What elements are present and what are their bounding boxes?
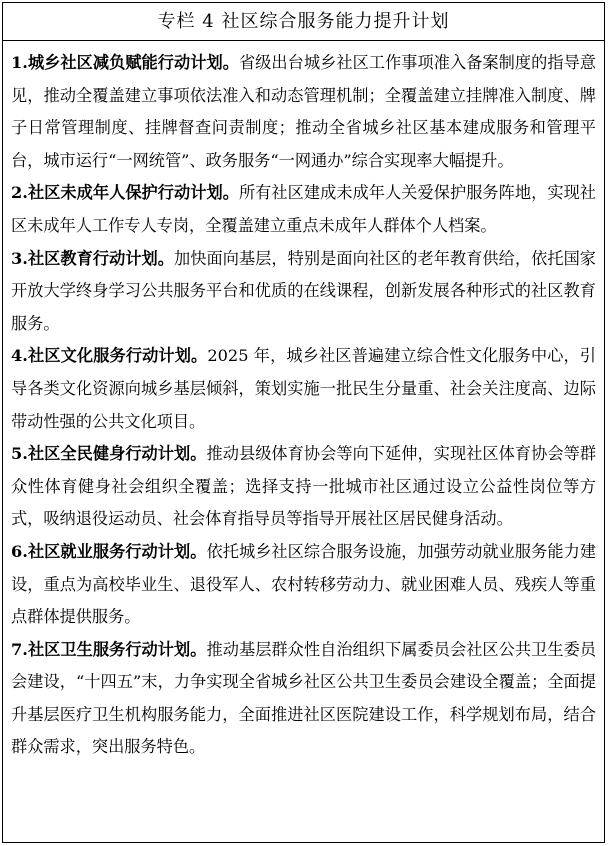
box-content	[3, 41, 604, 764]
plan-item-heading: 2.社区未成年人保护行动计划。	[11, 183, 239, 203]
plan-item-heading: 4.社区文化服务行动计划。	[11, 346, 208, 366]
plan-item-body: 2025 年，城乡社区普遍建立综合性文化服务中心，引导各类文化资源向城乡基层倾斜，策划实施一批民生分量重、社会关注度高、边际带动性强的公共文化项目。	[11, 346, 596, 431]
plan-item-body: 所有社区建成未成年人关爱保护服务阵地，实现社区未成年人工作专人专岗，全覆盖建立重点未成年人群体个人档案。	[11, 183, 596, 235]
plan-item-body: 加快面向基层，特别是面向社区的老年教育供给，依托国家开放大学终身学习公共服务平台和优质的在线课程，创新发展各种形式的社区教育服务。	[11, 248, 596, 333]
plan-item-1	[11, 47, 596, 177]
plan-item-heading: 3.社区教育行动计划。	[11, 248, 175, 268]
plan-item-body: 省级出台城乡社区工作事项准入备案制度的指导意见，推动全覆盖建立事项依法准入和动态管理机制；全覆盖建立挂牌准入制度、牌子日常管理制度、挂牌督查问责制度；推动全省城乡社区基本建成服务和管理平台，城市运行“一网统管”、政务服务“一网通办”综合实现率大幅提升。	[11, 53, 596, 170]
plan-item-body: 推动基层群众性自治组织下属委员会社区公共卫生委员会建设，“十四五”末，力争实现全省城乡社区公共卫生委员会建设全覆盖；全面提升基层医疗卫生机构服务能力，全面推进社区医院建设工作，科学规划布局，结合群众需求，突出服务特色。	[11, 639, 597, 757]
plan-item-5	[11, 438, 596, 536]
plan-item-heading: 1.城乡社区减负赋能行动计划。	[11, 53, 239, 72]
document-box	[2, 2, 605, 843]
plan-item-6	[11, 536, 596, 634]
plan-item-4	[11, 340, 596, 438]
box-title: 专栏 4 社区综合服务能力提升计划	[3, 3, 604, 41]
plan-item-heading: 5.社区全民健身行动计划。	[11, 444, 207, 464]
plan-item-heading: 6.社区就业服务行动计划。	[11, 541, 207, 561]
plan-item-3	[11, 243, 596, 341]
plan-item-body: 依托城乡社区综合服务设施，加强劳动就业服务能力建设，重点为高校毕业生、退役军人、农村转移劳动力、就业困难人员、残疾人等重点群体提供服务。	[11, 541, 597, 627]
plan-item-2	[11, 177, 596, 242]
plan-item-7	[11, 634, 596, 764]
plan-item-heading: 7.社区卫生服务行动计划。	[11, 639, 207, 659]
plan-item-body: 推动县级体育协会等向下延伸，实现社区体育协会等群众性体育健身社会组织全覆盖；选择支持一批城市社区通过设立公益性岗位等方式，吸纳退役运动员、社会体育指导员等指导开展社区居民健身活动。	[11, 444, 597, 529]
